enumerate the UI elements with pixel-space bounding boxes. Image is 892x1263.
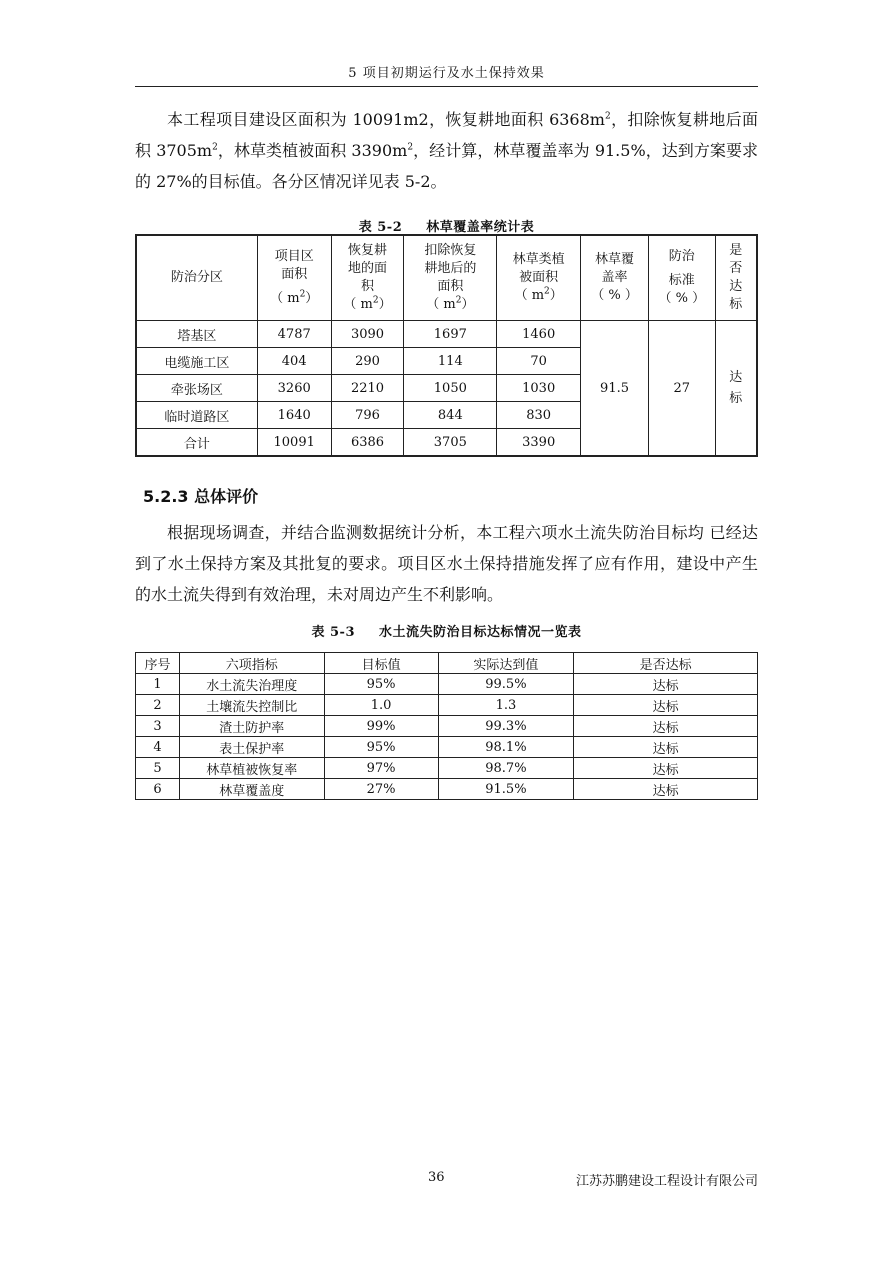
table-row: [136, 674, 758, 695]
cell-reach-value: 达标: [715, 321, 757, 457]
table-row: [136, 779, 758, 800]
cell-veg: 1030: [497, 375, 581, 402]
cell-reached: 达标: [574, 716, 758, 737]
cell-index: 3: [136, 716, 180, 737]
cell-indicator: 林草植被恢复率: [179, 758, 324, 779]
cell-index: 2: [136, 695, 180, 716]
cell-target: 97%: [324, 758, 438, 779]
header-deducted: [404, 235, 497, 321]
cell-index: 1: [136, 674, 180, 695]
header-indicator: 六项指标: [179, 653, 324, 674]
cell-zone: 塔基区: [136, 321, 257, 348]
standard-unit: （ % ）: [658, 291, 706, 306]
header-veg-label: 林草类植被面积: [512, 252, 565, 285]
unit-label: （ $m^2$）: [270, 289, 319, 306]
para1-text-2: ，扣除恢复耕地后面积 3705m: [135, 110, 758, 160]
cell-deducted: 3705: [404, 429, 497, 457]
header-standard-label: 防治: [668, 249, 695, 264]
header-reach-label: 是否达标: [729, 243, 743, 312]
para1-text-3: ，林草类植被面积 3390m: [217, 141, 408, 160]
cell-restored: 290: [331, 348, 404, 375]
running-header: 5 项目初期运行及水土保持效果: [348, 66, 545, 81]
table-row: [136, 695, 758, 716]
cell-veg: 3390: [497, 429, 581, 457]
cell-target: 95%: [324, 737, 438, 758]
cell-zone: 合计: [136, 429, 257, 457]
cell-deducted: 1050: [404, 375, 497, 402]
cell-actual: 1.3: [438, 695, 574, 716]
header-area: [257, 235, 331, 321]
cell-actual: 98.7%: [438, 758, 574, 779]
cell-actual: 98.1%: [438, 737, 574, 758]
cell-restored: 3090: [331, 321, 404, 348]
caption-title: 林草覆盖率统计表: [426, 220, 535, 235]
cell-area: 1640: [257, 402, 331, 429]
cell-actual: 99.3%: [438, 716, 574, 737]
cell-veg: 1460: [497, 321, 581, 348]
cell-coverage-value: 91.5: [581, 321, 649, 457]
cell-restored: 6386: [331, 429, 404, 457]
header-index: 序号: [136, 653, 180, 674]
superscript: 2: [407, 142, 414, 153]
cell-index: 5: [136, 758, 180, 779]
cell-reached: 达标: [574, 758, 758, 779]
superscript: 2: [212, 142, 218, 153]
caption-number: 表 5-2: [358, 220, 403, 235]
header-reach: [715, 235, 757, 321]
cell-indicator: 林草覆盖度: [179, 779, 324, 800]
cell-restored: 2210: [331, 375, 404, 402]
cell-area: 3260: [257, 375, 331, 402]
page-number: 36: [428, 1170, 445, 1185]
header-coverage: [581, 235, 649, 321]
cell-target: 1.0: [324, 695, 438, 716]
table-header-row: [136, 653, 758, 674]
cell-deducted: 844: [404, 402, 497, 429]
para1-text-4: ，经计算，林草覆盖率为 91.5%，达到方案要求的 27%的目标值。各分区情况详见表 5-2。: [135, 141, 759, 191]
header-area-label: 项目区面积: [274, 249, 314, 282]
header-standard: [648, 235, 715, 321]
cell-area: 10091: [257, 429, 331, 457]
table-row: [136, 321, 757, 348]
header-veg: [497, 235, 581, 321]
coverage-unit: （ % ）: [591, 288, 638, 303]
company-name: 江苏苏鹏建设工程设计有限公司: [575, 1174, 758, 1189]
cell-index: 4: [136, 737, 180, 758]
cell-reached: 达标: [574, 737, 758, 758]
cell-indicator: 表土保护率: [179, 737, 324, 758]
section-heading: 5.2.3 总体评价: [143, 487, 259, 506]
header-rule: [135, 86, 758, 87]
table-5-3-caption: [135, 621, 758, 640]
cell-veg: 830: [497, 402, 581, 429]
caption-number: 表 5-3: [311, 625, 355, 640]
table-row: [136, 737, 758, 758]
header-actual: 实际达到值: [438, 653, 574, 674]
cell-actual: 91.5%: [438, 779, 574, 800]
cell-indicator: 水土流失治理度: [179, 674, 324, 695]
header-restored-label: 恢复耕地的面积: [348, 243, 388, 294]
paragraph-overall-evaluation: 根据现场调查，并结合监测数据统计分析，本工程六项水土流失防治目标均 已经达到了水土保持方案及其批复的要求。项目区水土保持措施发挥了应有作用，建设中产生的水土流失得到有效治理，未对周边产生不利影响。: [135, 523, 758, 604]
table-row: [136, 716, 758, 737]
cell-reached: 达标: [574, 674, 758, 695]
header-target: 目标值: [324, 653, 438, 674]
cell-zone: 电缆施工区: [136, 348, 257, 375]
header-restored: [331, 235, 404, 321]
targets-table: [135, 652, 758, 800]
header-standard-label-2: 标准: [668, 273, 695, 288]
cell-indicator: 渣土防护率: [179, 716, 324, 737]
cell-zone: 牵张场区: [136, 375, 257, 402]
cell-index: 6: [136, 779, 180, 800]
cell-reached: 达标: [574, 779, 758, 800]
cell-target: 95%: [324, 674, 438, 695]
unit-label: （ $m^2$）: [426, 295, 475, 312]
unit-label: （ $m^2$）: [514, 286, 563, 303]
cell-standard-value: 27: [648, 321, 715, 457]
paragraph-coverage-summary: [135, 104, 758, 197]
unit-label: （ $m^2$）: [343, 295, 392, 312]
cell-target: 99%: [324, 716, 438, 737]
cell-area: 4787: [257, 321, 331, 348]
cell-actual: 99.5%: [438, 674, 574, 695]
caption-title: 水土流失防治目标达标情况一览表: [379, 625, 582, 640]
table-header-row: [136, 235, 757, 321]
cell-indicator: 土壤流失控制比: [179, 695, 324, 716]
header-reached: 是否达标: [574, 653, 758, 674]
table-5-2-caption: [135, 216, 758, 235]
cell-reached: 达标: [574, 695, 758, 716]
header-deducted-label: 扣除恢复耕地后的面积: [424, 243, 477, 294]
table-row: [136, 758, 758, 779]
cell-deducted: 1697: [404, 321, 497, 348]
cell-veg: 70: [497, 348, 581, 375]
header-zone: 防治分区: [136, 235, 257, 321]
cell-zone: 临时道路区: [136, 402, 257, 429]
cell-area: 404: [257, 348, 331, 375]
cell-deducted: 114: [404, 348, 497, 375]
cell-restored: 796: [331, 402, 404, 429]
header-coverage-label: 林草覆盖率: [595, 252, 635, 285]
para1-text-1: 本工程项目建设区面积为 10091m2，恢复耕地面积 6368m: [167, 110, 605, 129]
coverage-table: [135, 234, 758, 457]
cell-target: 27%: [324, 779, 438, 800]
superscript: 2: [604, 111, 611, 122]
